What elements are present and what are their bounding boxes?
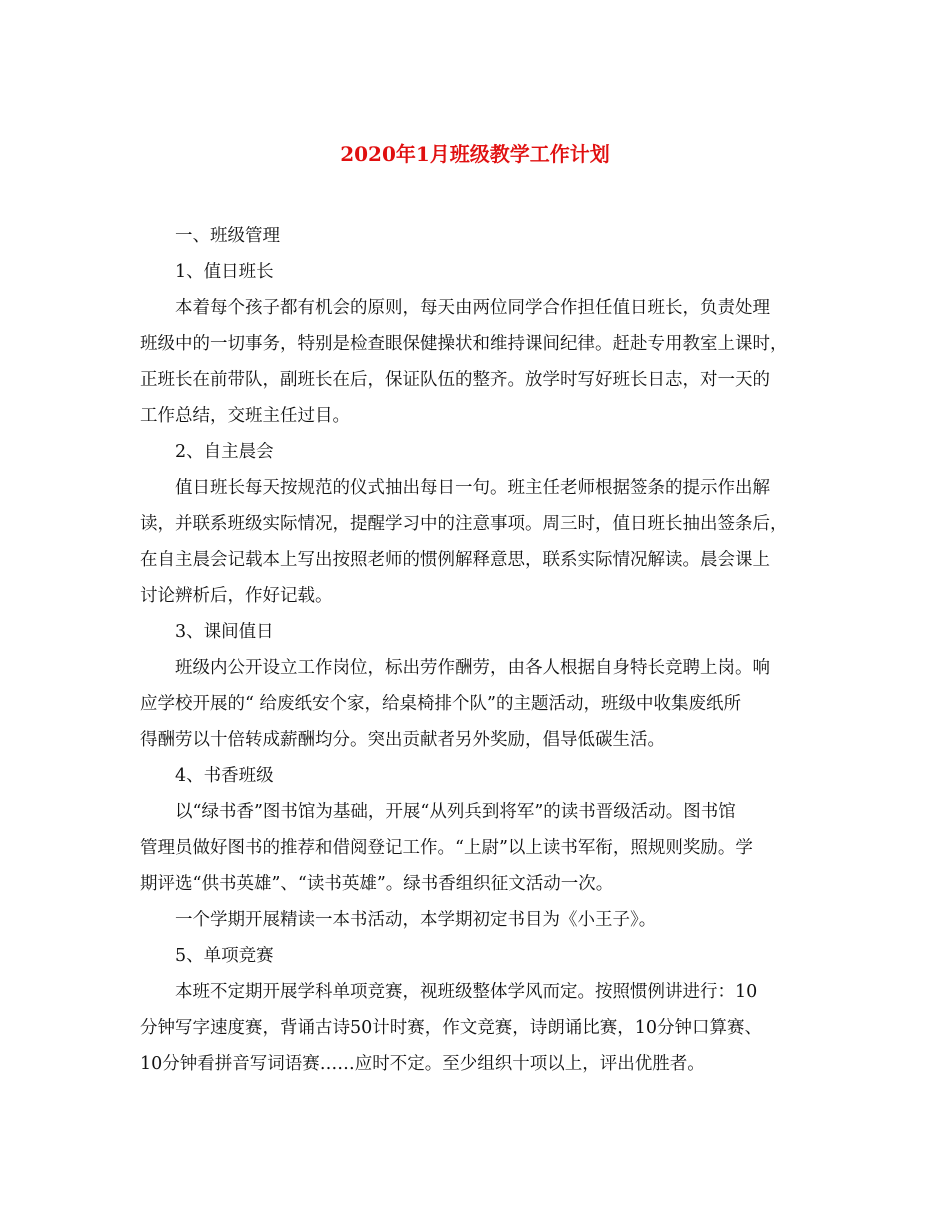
paragraph-line: 本班不定期开展学科单项竞赛，视班级整体学风而定。按照惯例讲进行：10	[175, 982, 758, 1002]
paragraph-line: 期评选“供书英雄”、“读书英雄”。绿书香组织征文活动一次。	[140, 874, 614, 894]
section-heading: 一、班级管理	[175, 226, 280, 246]
paragraph-line: 读，并联系班级实际情况，提醒学习中的注意事项。周三时，值日班长抽出签条后，	[140, 514, 788, 534]
paragraph-line: 值日班长每天按规范的仪式抽出每日一句。班主任老师根据签条的提示作出解	[175, 478, 770, 498]
paragraph-line: 班级中的一切事务，特别是检查眼保健操状和维持课间纪律。赶赴专用教室上课时，	[140, 334, 788, 354]
paragraph-line: 应学校开展的“ 给废纸安个家，给桌椅排个队”的主题活动，班级中收集废纸所	[140, 694, 741, 714]
paragraph-line: 讨论辨析后，作好记载。	[140, 586, 333, 606]
paragraph-line: 在自主晨会记载本上写出按照老师的惯例解释意思，联系实际情况解读。晨会课上	[140, 550, 770, 570]
paragraph-line: 以“绿书香”图书馆为基础，开展“从列兵到将军”的读书晋级活动。图书馆	[175, 802, 736, 822]
paragraph-line: 分钟写字速度赛，背诵古诗50计时赛，作文竞赛，诗朗诵比赛，10分钟口算赛、	[140, 1018, 763, 1038]
document-title: 2020年1月班级教学工作计划	[340, 142, 610, 166]
subsection-heading: 3、课间值日	[175, 622, 274, 642]
subsection-heading: 1、值日班长	[175, 262, 274, 282]
paragraph-line: 班级内公开设立工作岗位，标出劳作酬劳，由各人根据自身特长竞聘上岗。响	[175, 658, 770, 678]
subsection-heading: 4、书香班级	[175, 766, 274, 786]
paragraph-line: 管理员做好图书的推荐和借阅登记工作。“上尉”以上读书军衔，照规则奖励。学	[140, 838, 753, 858]
paragraph-line: 得酬劳以十倍转成薪酬均分。突出贡献者另外奖励，倡导低碳生活。	[140, 730, 665, 750]
paragraph-line: 一个学期开展精读一本书活动，本学期初定书目为《小王子》。	[175, 910, 657, 930]
subsection-heading: 5、单项竞赛	[175, 946, 274, 966]
paragraph-line: 工作总结，交班主任过目。	[140, 406, 350, 426]
subsection-heading: 2、自主晨会	[175, 442, 274, 462]
paragraph-line: 10分钟看拼音写词语赛……应时不定。至少组织十项以上，评出优胜者。	[140, 1054, 705, 1074]
paragraph-line: 本着每个孩子都有机会的原则，每天由两位同学合作担任值日班长，负责处理	[175, 298, 770, 318]
paragraph-line: 正班长在前带队，副班长在后，保证队伍的整齐。放学时写好班长日志，对一天的	[140, 370, 770, 390]
